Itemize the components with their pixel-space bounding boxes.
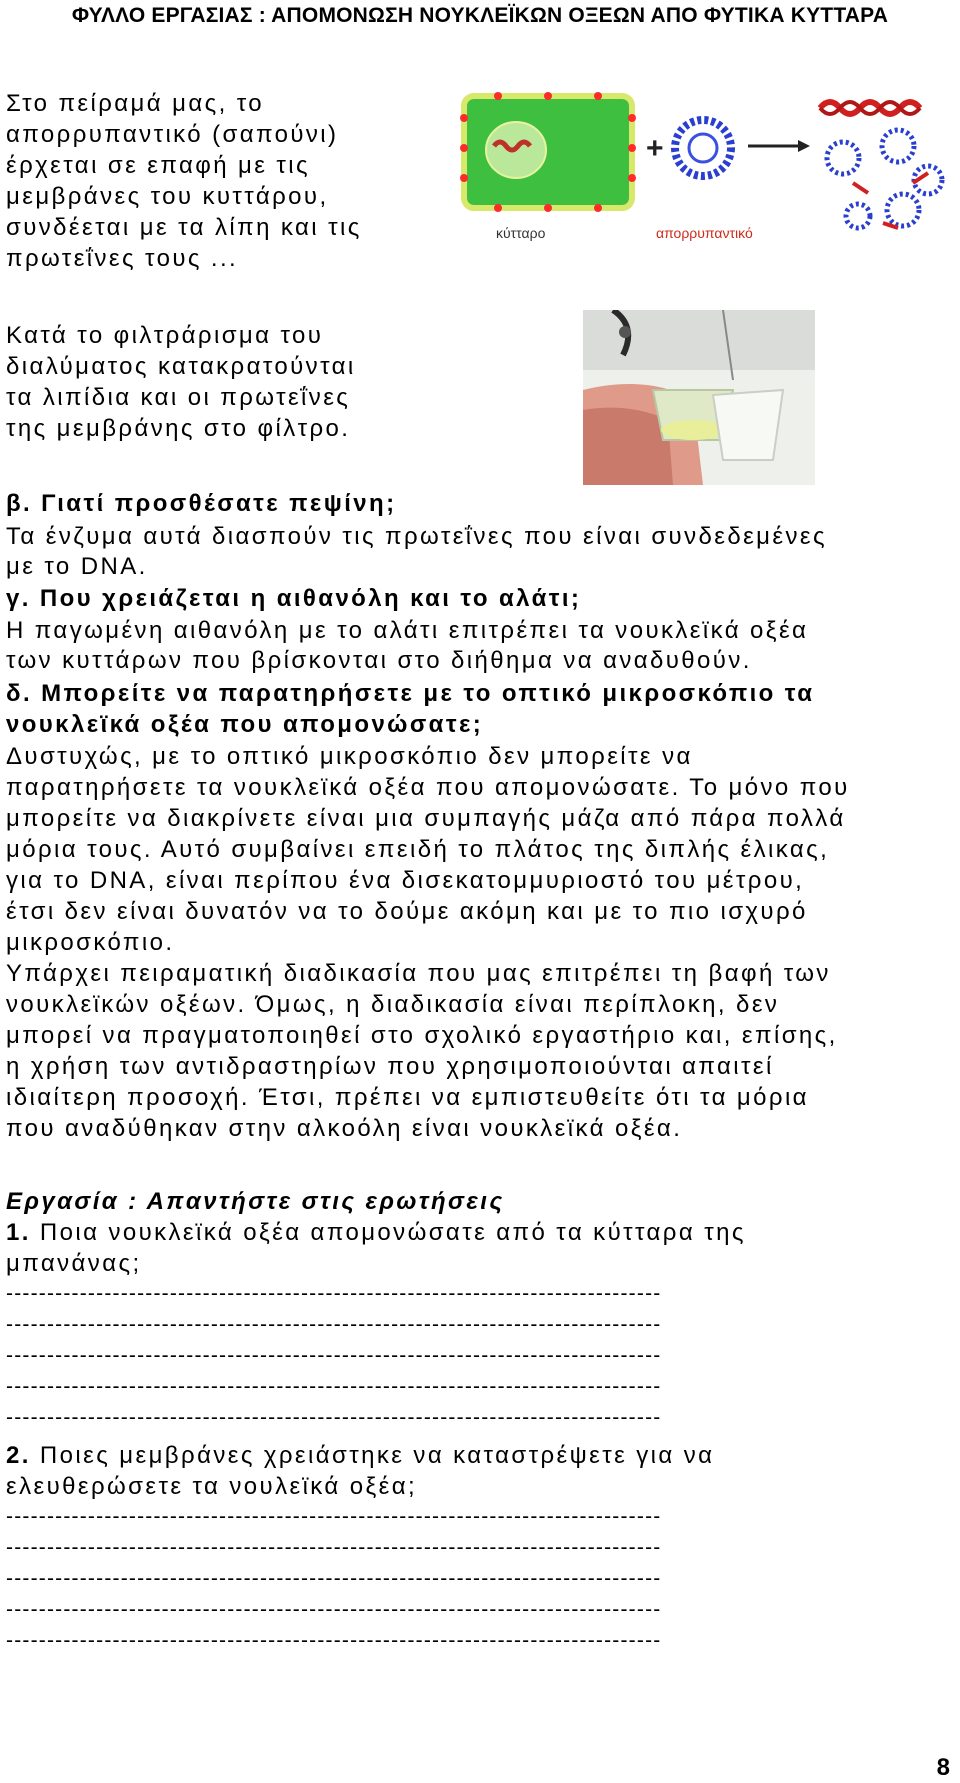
question-beta-title: β. Γιατί προσθέσατε πεψίνη; — [6, 490, 397, 517]
intro-line: έρχεται σε επαφή με τις — [6, 152, 310, 179]
filter-line: της μεμβράνης στο φίλτρο. — [6, 415, 351, 442]
answer-line-blank[interactable]: -------------------------------------------------------------------------------- — [6, 1567, 662, 1590]
answer-line: για το DNA, είναι περίπου ένα δισεκατομμυριοστό του μέτρου, — [6, 867, 805, 894]
page-header-title: ΦΥΛΛΟ ΕΡΓΑΣΙΑΣ : ΑΠΟΜΟΝΩΣΗ ΝΟΥΚΛΕΪΚΩΝ ΟΞΕΩΝ ΑΠΟ ΦΥΤΙΚΑ ΚΥΤΤΑΡΑ — [71, 4, 889, 27]
intro-line: συνδέεται με τα λίπη και τις — [6, 214, 362, 241]
answer-line: η χρήση των αντιδραστηρίων που χρησιμοποιούνται απαιτεί — [6, 1053, 774, 1080]
detergent-label: απορρυπαντικό — [656, 225, 753, 241]
answer-line: Η παγωμένη αιθανόλη με το αλάτι επιτρέπει τα νουκλεϊκά οξέα — [6, 617, 809, 644]
question-delta-title: νουκλεϊκά οξέα που απομονώσατε; — [6, 711, 484, 738]
question-gamma-title: γ. Που χρειάζεται η αιθανόλη και το αλάτι; — [6, 585, 582, 612]
intro-line: πρωτεΐνες τους ... — [6, 245, 239, 272]
filter-line: Κατά το φιλτράρισμα του — [6, 322, 324, 349]
intro-line: Στο πείραμά μας, το — [6, 90, 265, 117]
answer-line: που αναδύθηκαν στην αλκοόλη είναι νουκλεϊκά οξέα. — [6, 1115, 683, 1142]
filter-line: τα λιπίδια και οι πρωτεΐνες — [6, 384, 351, 411]
page-number: 8 — [936, 1754, 950, 1781]
answer-line-blank[interactable]: -------------------------------------------------------------------------------- — [6, 1406, 662, 1429]
question-number: 2. — [6, 1442, 31, 1469]
answer-line: Υπάρχει πειραματική διαδικασία που μας επιτρέπει τη βαφή των — [6, 960, 831, 987]
answer-line: έτσι δεν είναι δυνατόν να το δούμε ακόμη και με το πιο ισχυρό — [6, 898, 808, 925]
task-question-2 — [6, 1440, 714, 1471]
plus-sign: + — [646, 132, 664, 165]
task-question-1 — [6, 1217, 746, 1248]
answer-line: παρατηρήσετε τα νουκλεϊκά οξέα που απομονώσατε. Το μόνο που — [6, 774, 850, 801]
answer-line-blank[interactable]: -------------------------------------------------------------------------------- — [6, 1313, 662, 1336]
filtering-photo — [583, 310, 815, 485]
answer-line: Τα ένζυμα αυτά διασπούν τις πρωτεΐνες που είναι συνδεδεμένες — [6, 523, 827, 550]
answer-line-blank[interactable]: -------------------------------------------------------------------------------- — [6, 1344, 662, 1367]
question-text: Ποια νουκλεϊκά οξέα απομονώσατε από τα κύτταρα της — [39, 1219, 746, 1246]
answer-line: μπορεί να πραγματοποιηθεί στο σχολικό εργαστήριο και, επίσης, — [6, 1022, 838, 1049]
question-number: 1. — [6, 1219, 31, 1246]
task-title: Εργασία : Απαντήστε στις ερωτήσεις — [6, 1188, 505, 1215]
answer-line-blank[interactable]: -------------------------------------------------------------------------------- — [6, 1282, 662, 1305]
question-text: Ποιες μεμβράνες χρειάστηκε να καταστρέψετε για να — [39, 1442, 715, 1469]
intro-line: απορρυπαντικό (σαπούνι) — [6, 121, 339, 148]
answer-line: των κυττάρων που βρίσκονται στο διήθημα να αναδυθούν. — [6, 647, 752, 674]
cell-label: κύτταρο — [496, 225, 546, 241]
answer-line-blank[interactable]: -------------------------------------------------------------------------------- — [6, 1536, 662, 1559]
answer-line: νουκλεϊκών οξέων. Όμως, η διαδικασία είναι περίπλοκη, δεν — [6, 991, 780, 1018]
answer-line-blank[interactable]: -------------------------------------------------------------------------------- — [6, 1505, 662, 1528]
cell-detergent-diagram — [458, 88, 950, 248]
answer-line: με το DNA. — [6, 553, 148, 580]
answer-line-blank[interactable]: -------------------------------------------------------------------------------- — [6, 1375, 662, 1398]
answer-line-blank[interactable]: -------------------------------------------------------------------------------- — [6, 1598, 662, 1621]
answer-line-blank[interactable]: -------------------------------------------------------------------------------- — [6, 1629, 662, 1652]
question-text-cont: ελευθερώσετε τα νουλεϊκά οξέα; — [6, 1473, 418, 1500]
answer-line: ιδιαίτερη προσοχή. Έτσι, πρέπει να εμπιστευθείτε ότι τα μόρια — [6, 1084, 809, 1111]
intro-line: μεμβράνες του κυττάρου, — [6, 183, 329, 210]
answer-line: μικροσκόπιο. — [6, 929, 175, 956]
filter-line: διαλύματος κατακρατούνται — [6, 353, 356, 380]
question-text-cont: μπανάνας; — [6, 1250, 142, 1277]
answer-line: μόρια τους. Αυτό συμβαίνει επειδή το πλάτος της διπλής έλικας, — [6, 836, 830, 863]
question-delta-title: δ. Μπορείτε να παρατηρήσετε με το οπτικό μικροσκόπιο τα — [6, 680, 815, 707]
answer-line: μπορείτε να διακρίνετε είναι μια συμπαγής μάζα από πάρα πολλά — [6, 805, 846, 832]
answer-line: Δυστυχώς, με το οπτικό μικροσκόπιο δεν μπορείτε να — [6, 743, 693, 770]
